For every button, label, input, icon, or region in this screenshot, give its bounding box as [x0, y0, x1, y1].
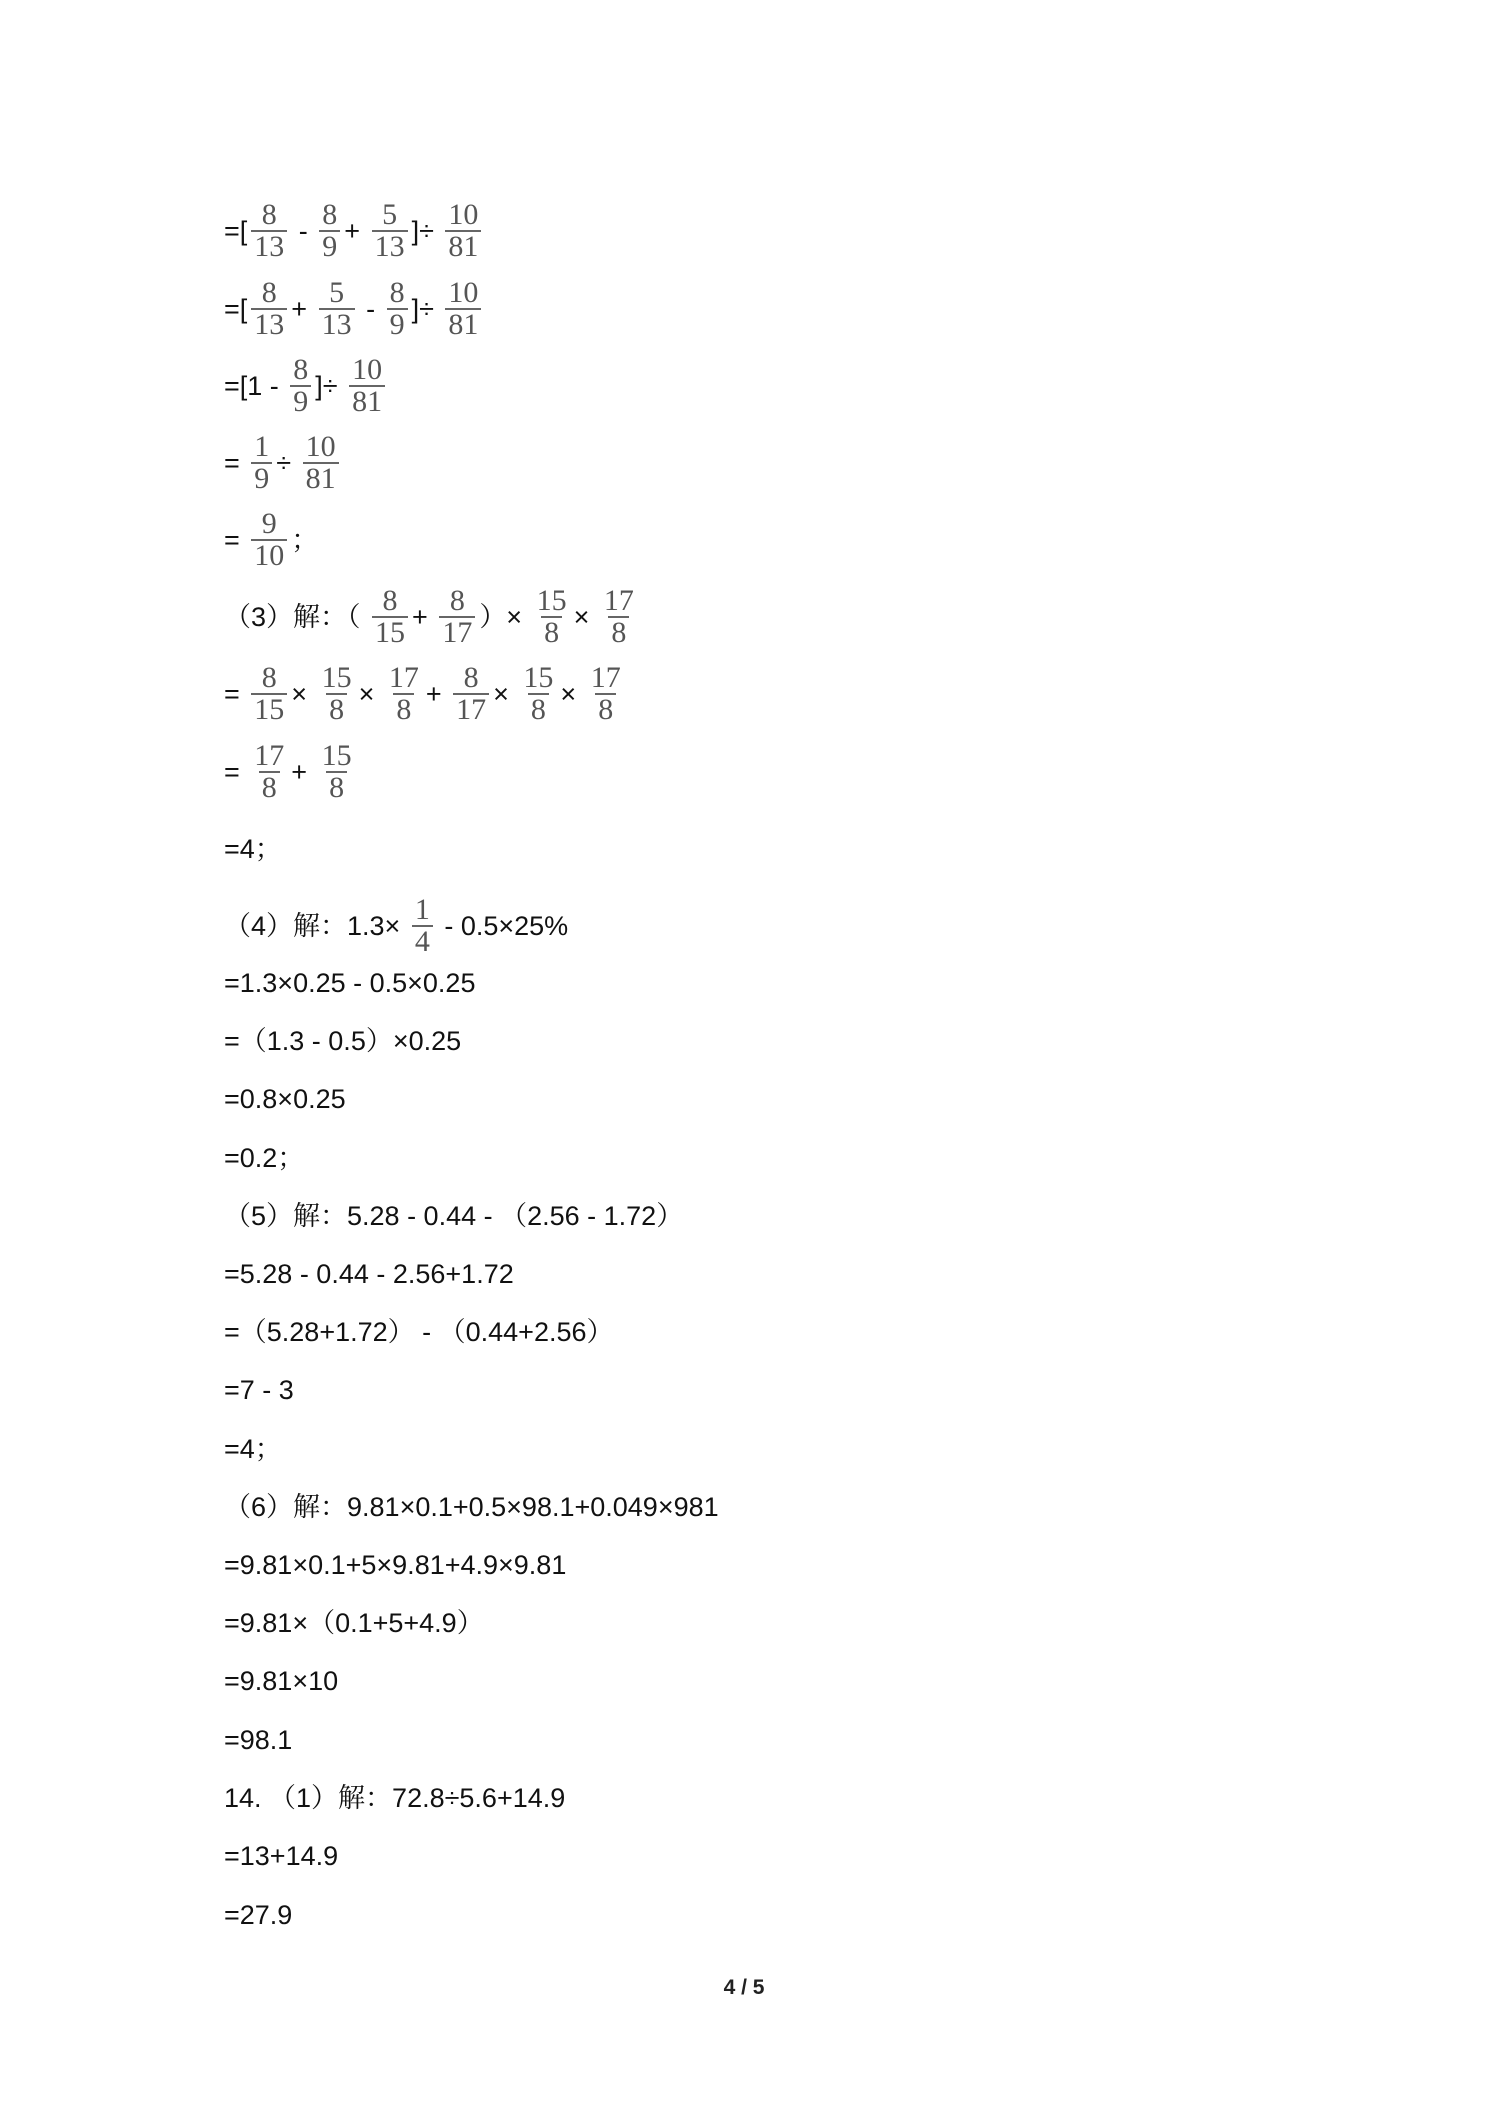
math-text: +: [425, 678, 450, 709]
fraction-numerator: 15: [321, 739, 352, 772]
fraction: [372, 586, 408, 648]
fraction-numerator: 15: [536, 584, 567, 617]
fraction-denominator: 9: [251, 462, 272, 494]
math-text: =4；: [224, 833, 282, 864]
math-text: =0.8×0.25: [224, 1083, 346, 1114]
fraction-numerator: 1: [254, 430, 270, 463]
fraction-denominator: 81: [445, 230, 481, 262]
math-line: [224, 346, 389, 426]
fraction-denominator: 8: [259, 771, 280, 803]
fraction-denominator: 8: [608, 616, 629, 648]
fraction-numerator: 15: [321, 661, 352, 694]
fraction-numerator: 17: [603, 584, 634, 617]
math-text: =9.81×10: [224, 1665, 339, 1696]
fraction: [251, 663, 287, 725]
fraction: [319, 200, 340, 262]
math-text: =13+14.9: [224, 1840, 339, 1871]
fraction-numerator: 8: [261, 661, 277, 694]
math-text: =[1 -: [224, 370, 287, 401]
fraction: [251, 278, 287, 340]
math-text: （6）解：9.81×0.1+0.5×98.1+0.049×981: [224, 1491, 719, 1522]
math-text: =: [224, 447, 248, 478]
math-text: +: [291, 293, 315, 324]
math-line: [224, 269, 485, 349]
fraction-denominator: 10: [251, 539, 287, 571]
fraction: [319, 278, 355, 340]
fraction-numerator: 8: [322, 198, 338, 231]
fraction-numerator: 1: [414, 893, 430, 926]
math-text: =: [224, 678, 248, 709]
fraction-denominator: 13: [319, 308, 355, 340]
fraction: [386, 663, 422, 725]
fraction: [453, 663, 489, 725]
fraction-numerator: 8: [449, 584, 465, 617]
fraction: [251, 509, 287, 571]
fraction: [601, 586, 637, 648]
math-text: =27.9: [224, 1899, 293, 1930]
fraction-denominator: 9: [319, 230, 340, 262]
math-text: =[: [224, 215, 248, 246]
fraction-denominator: 8: [326, 693, 347, 725]
math-line: [224, 1875, 292, 1955]
math-text: - 0.5×25%: [436, 910, 569, 941]
math-text: -: [291, 215, 316, 246]
math-text: ×: [560, 678, 584, 709]
math-line: [224, 732, 359, 812]
fraction-numerator: 17: [590, 661, 621, 694]
fraction: [588, 663, 624, 725]
fraction-numerator: 10: [448, 198, 479, 231]
math-line: [224, 500, 318, 580]
math-line: [224, 191, 485, 271]
math-text: +: [344, 215, 368, 246]
math-line: [224, 577, 641, 657]
math-line: [224, 654, 628, 734]
fraction-denominator: 81: [349, 385, 385, 417]
fraction-numerator: 10: [305, 430, 336, 463]
math-text: =: [224, 524, 248, 555]
fraction: [445, 200, 481, 262]
fraction-denominator: 8: [595, 693, 616, 725]
math-text: +: [412, 601, 436, 632]
fraction: [520, 663, 556, 725]
math-text: ）×: [479, 601, 530, 632]
fraction-denominator: 4: [412, 925, 433, 957]
math-text: （5）解：5.28 - 0.44 - （2.56 - 1.72）: [224, 1200, 684, 1231]
fraction: [290, 355, 311, 417]
fraction-denominator: 81: [303, 462, 339, 494]
fraction-denominator: 13: [251, 308, 287, 340]
math-line: [224, 809, 282, 889]
math-text: ；: [291, 524, 319, 555]
math-text: =4；: [224, 1433, 282, 1464]
fraction-numerator: 10: [352, 353, 383, 386]
math-text: 14. （1）解：72.8÷5.6+14.9: [224, 1782, 566, 1813]
fraction: [349, 355, 385, 417]
fraction-denominator: 8: [393, 693, 414, 725]
fraction-denominator: 8: [541, 616, 562, 648]
fraction-numerator: 10: [448, 276, 479, 309]
math-text: +: [291, 756, 315, 787]
fraction: [303, 432, 339, 494]
math-text: =7 - 3: [224, 1374, 294, 1405]
fraction-numerator: 8: [463, 661, 479, 694]
fraction-numerator: 5: [329, 276, 345, 309]
fraction-numerator: 8: [293, 353, 309, 386]
math-text: =98.1: [224, 1724, 293, 1755]
fraction-numerator: 17: [388, 661, 419, 694]
math-text: ]÷: [411, 215, 442, 246]
fraction-numerator: 17: [254, 739, 285, 772]
math-text: =9.81×（0.1+5+4.9）: [224, 1607, 484, 1638]
fraction-numerator: 9: [261, 507, 277, 540]
math-text: =5.28 - 0.44 - 2.56+1.72: [224, 1258, 514, 1289]
fraction-numerator: 15: [523, 661, 554, 694]
fraction-numerator: 5: [382, 198, 398, 231]
fraction: [319, 741, 355, 803]
fraction: [387, 278, 408, 340]
fraction-denominator: 15: [251, 693, 287, 725]
math-text: （3）解：（: [224, 601, 369, 632]
fraction: [251, 200, 287, 262]
fraction: [534, 586, 570, 648]
math-text: =（1.3 - 0.5）×0.25: [224, 1025, 462, 1056]
fraction-denominator: 8: [528, 693, 549, 725]
math-text: ÷: [276, 447, 299, 478]
fraction: [319, 663, 355, 725]
math-text: =1.3×0.25 - 0.5×0.25: [224, 967, 476, 998]
math-line: [224, 423, 343, 503]
fraction: [251, 432, 272, 494]
fraction-denominator: 17: [439, 616, 475, 648]
math-text: ×: [358, 678, 382, 709]
fraction-denominator: 15: [372, 616, 408, 648]
fraction-denominator: 8: [326, 771, 347, 803]
math-text: ]÷: [411, 293, 442, 324]
fraction-denominator: 81: [445, 308, 481, 340]
math-text: =9.81×0.1+5×9.81+4.9×9.81: [224, 1549, 567, 1580]
fraction-denominator: 17: [453, 693, 489, 725]
fraction-numerator: 8: [382, 584, 398, 617]
math-text: ×: [573, 601, 597, 632]
fraction: [439, 586, 475, 648]
math-text: =: [224, 756, 248, 787]
fraction-numerator: 8: [261, 198, 277, 231]
fraction-denominator: 13: [251, 230, 287, 262]
fraction: [372, 200, 408, 262]
fraction-numerator: 8: [261, 276, 277, 309]
fraction-denominator: 9: [290, 385, 311, 417]
math-text: =（5.28+1.72） - （0.44+2.56）: [224, 1316, 614, 1347]
math-text: ×: [493, 678, 517, 709]
math-text: ×: [291, 678, 315, 709]
math-text: -: [358, 293, 383, 324]
math-text: ]÷: [315, 370, 346, 401]
math-text: =0.2；: [224, 1142, 305, 1173]
math-text: （4）解：1.3×: [224, 910, 408, 941]
fraction: [251, 741, 287, 803]
fraction: [445, 278, 481, 340]
fraction-numerator: 8: [389, 276, 405, 309]
math-text: =[: [224, 293, 248, 324]
fraction-denominator: 13: [372, 230, 408, 262]
fraction-denominator: 9: [387, 308, 408, 340]
page-number: 4 / 5: [723, 1976, 765, 1999]
